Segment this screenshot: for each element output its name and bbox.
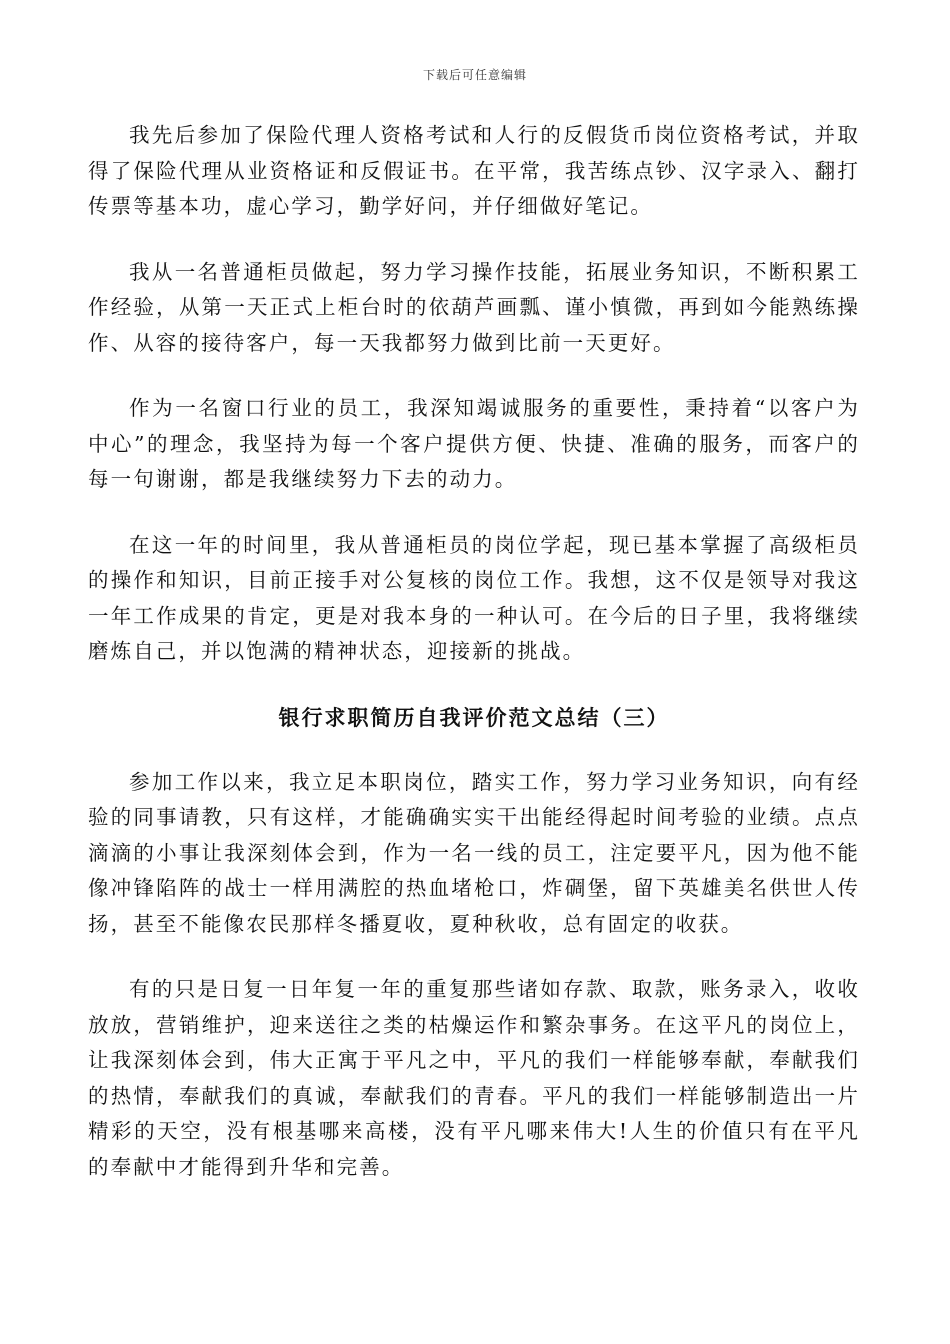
paragraph-teller-growth: 我从一名普通柜员做起，努力学习操作技能，拓展业务知识，不断积累工作经验，从第一天正式上柜台时的依葫芦画瓢、谨小慎微，再到如今能熟练操作、从容的接待客户，每一天我都努力做到比前一天更好。	[88, 259, 860, 355]
paragraph-customer-service: 作为一名窗口行业的员工，我深知竭诚服务的重要性，秉持着“以客户为中心”的理念，我坚持为每一个客户提供方便、快捷、准确的服务，而客户的每一句谢谢，都是我继续努力下去的动力。	[88, 396, 860, 491]
header-note: 下载后可任意编辑	[422, 68, 527, 82]
paragraph-gap	[88, 498, 860, 528]
paragraph-gap	[88, 670, 860, 700]
paragraph-gap	[88, 361, 860, 391]
document-body	[88, 118, 860, 1185]
section-heading: 银行求职简历自我评价范文总结（三）	[278, 704, 670, 730]
paragraph-gap	[88, 735, 860, 765]
paragraph-gap	[88, 225, 860, 255]
paragraph-qualifications: 我先后参加了保险代理人资格考试和人行的反假货币岗位资格考试，并取得了保险代理从业资格证和反假证书。在平常，我苦练点钞、汉字录入、翻打传票等基本功，虚心学习，勤学好问，并仔细做好笔记。	[88, 123, 860, 218]
paragraph-gap	[88, 942, 860, 972]
paragraph-year-summary: 在这一年的时间里，我从普通柜员的岗位学起，现已基本掌握了高级柜员的操作和知识，目前正接手对公复核的岗位工作。我想，这不仅是领导对我这一年工作成果的肯定，更是对我本身的一种认可。在今后的日子里，我将继续磨炼自己，并以饱满的精神状态，迎接新的挑战。	[88, 532, 860, 663]
paragraph-work-attitude: 参加工作以来，我立足本职岗位，踏实工作，努力学习业务知识，向有经验的同事请教，只有这样，才能确确实实干出能经得起时间考验的业绩。点点滴滴的小事让我深刻体会到，作为一名一线的员工，注定要平凡，因为他不能像冲锋陷阵的战士一样用满腔的热血堵枪口，炸碉堡，留下英雄美名供世人传扬，甚至不能像农民那样冬播夏收，夏种秋收，总有固定的收获。	[88, 769, 860, 936]
paragraph-ordinary-dedication: 有的只是日复一日年复一年的重复那些诸如存款、取款，账务录入，收收放放，营销维护，迎来送往之类的枯燥运作和繁杂事务。在这平凡的岗位上，让我深刻体会到，伟大正寓于平凡之中，平凡的我们一样能够奉献，奉献我们的热情，奉献我们的真诚，奉献我们的青春。平凡的我们一样能够制造出一片精彩的天空，没有根基哪来高楼，没有平凡哪来伟大!人生的价值只有在平凡的奉献中才能得到升华和完善。	[88, 977, 860, 1179]
